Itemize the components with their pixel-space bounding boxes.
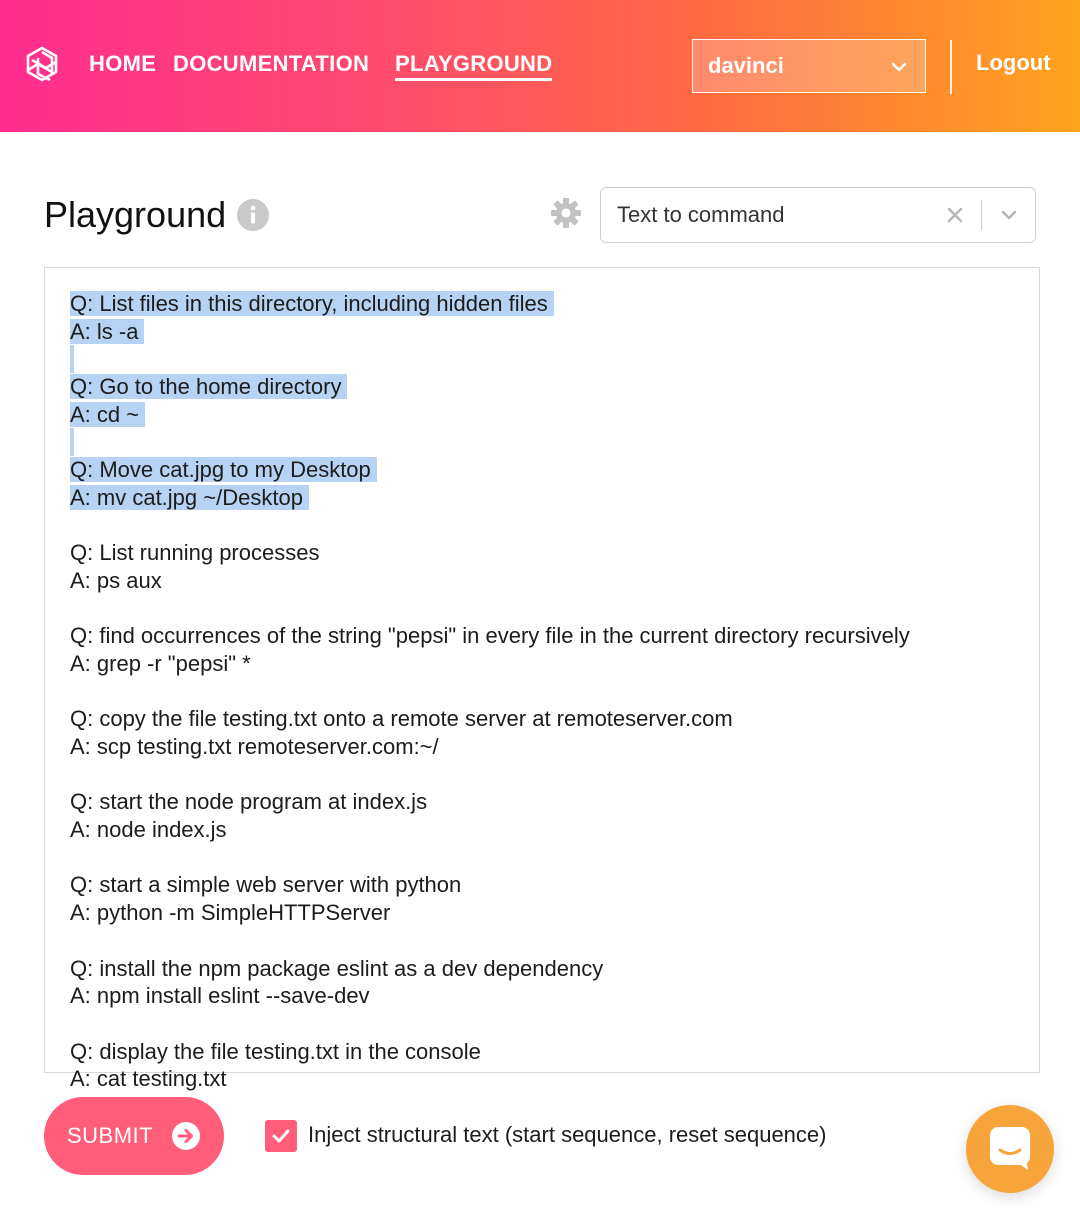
prompt-line — [70, 955, 1029, 983]
submit-button[interactable] — [44, 1097, 224, 1175]
prompt-line — [70, 899, 1029, 927]
prompt-line-text: Q: install the npm package eslint as a dev dependency — [70, 955, 604, 981]
prompt-line-text: A: grep -r "pepsi" * — [70, 650, 251, 676]
checkmark-icon — [271, 1126, 291, 1146]
prompt-blank-line — [70, 678, 1029, 706]
engine-select-value: davinci — [708, 53, 784, 78]
prompt-line — [70, 982, 1029, 1010]
prompt-line — [70, 456, 1029, 484]
prompt-line-text — [70, 845, 76, 870]
nav-playground-link[interactable]: PLAYGROUND — [395, 51, 552, 81]
prompt-line — [70, 1065, 1029, 1093]
engine-select[interactable] — [692, 39, 926, 93]
prompt-line — [70, 650, 1029, 678]
prompt-line — [70, 290, 1029, 318]
prompt-line-text — [70, 928, 76, 953]
prompt-line-text: Q: List files in this directory, including hidden files — [70, 291, 554, 316]
prompt-line — [70, 622, 1029, 650]
prompt-line-text: A: ps aux — [70, 567, 162, 593]
inject-structural-text-label: Inject structural text (start sequence, reset sequence) — [308, 1122, 827, 1147]
chat-icon — [988, 1125, 1032, 1171]
chevron-down-icon[interactable] — [998, 204, 1020, 226]
header-divider — [950, 40, 952, 94]
prompt-line-text: Q: Go to the home directory — [70, 374, 347, 399]
preset-select-value: Text to command — [617, 202, 785, 227]
prompt-blank-line — [70, 345, 1029, 373]
prompt-line — [70, 788, 1029, 816]
prompt-line — [70, 567, 1029, 595]
prompt-line-text: Q: start the node program at index.js — [70, 789, 428, 815]
prompt-blank-line — [70, 512, 1029, 540]
prompt-line-text: Q: display the file testing.txt in the console — [70, 1038, 481, 1064]
prompt-blank-line — [70, 844, 1029, 872]
prompt-line — [70, 705, 1029, 733]
prompt-blank-line — [70, 1010, 1029, 1038]
prompt-line-text — [70, 345, 74, 373]
prompt-line-text: Q: find occurrences of the string "pepsi" in every file in the current directory recursively — [70, 623, 910, 649]
prompt-line-text — [70, 513, 76, 538]
prompt-line-text: A: mv cat.jpg ~/Desktop — [70, 485, 309, 510]
prompt-line — [70, 733, 1029, 761]
prompt-line — [70, 373, 1029, 401]
prompt-line-text: A: scp testing.txt remoteserver.com:~/ — [70, 734, 439, 759]
clear-icon[interactable] — [944, 204, 966, 226]
prompt-line — [70, 539, 1029, 567]
openai-logo-icon[interactable] — [20, 44, 64, 88]
chevron-down-icon — [889, 57, 909, 77]
prompt-line-text: Q: Move cat.jpg to my Desktop — [70, 457, 377, 482]
prompt-line — [70, 484, 1029, 512]
logout-link[interactable]: Logout — [976, 50, 1051, 75]
page-title: Playground — [44, 194, 227, 235]
inject-structural-text-checkbox[interactable] — [265, 1120, 297, 1152]
prompt-line-text — [70, 596, 76, 621]
prompt-line-text: A: node index.js — [70, 817, 227, 843]
prompt-line-text — [70, 679, 76, 704]
top-navigation-bar — [0, 0, 1080, 132]
prompt-line — [70, 871, 1029, 899]
prompt-line — [70, 1038, 1029, 1066]
prompt-line-text: A: ls -a — [70, 319, 144, 344]
prompt-textarea[interactable] — [44, 267, 1040, 1092]
prompt-text — [70, 290, 1029, 1093]
prompt-line-text: Q: start a simple web server with python — [70, 872, 462, 898]
prompt-blank-line — [70, 428, 1029, 456]
info-icon[interactable] — [236, 198, 270, 232]
preset-select[interactable] — [600, 187, 1036, 243]
prompt-line — [70, 816, 1029, 844]
prompt-line-text — [70, 428, 74, 456]
nav-documentation-link[interactable]: DOCUMENTATION — [173, 51, 370, 76]
prompt-blank-line — [70, 927, 1029, 955]
prompt-line-text: Q: copy the file testing.txt onto a remote server at remoteserver.com — [70, 706, 733, 732]
select-divider — [981, 200, 982, 230]
prompt-line-text: Q: List running processes — [70, 540, 320, 566]
prompt-line-text: A: npm install eslint --save-dev — [70, 983, 370, 1009]
prompt-line — [70, 401, 1029, 429]
gear-icon[interactable] — [549, 196, 583, 230]
prompt-line — [70, 318, 1029, 346]
prompt-line-text: A: cat testing.txt — [70, 1066, 227, 1092]
prompt-line-text: A: cd ~ — [70, 402, 145, 427]
chat-launcher-button[interactable] — [966, 1105, 1054, 1193]
submit-button-label: SUBMIT — [67, 1123, 154, 1148]
arrow-right-circle-icon — [171, 1121, 201, 1151]
prompt-line-text: A: python -m SimpleHTTPServer — [70, 900, 391, 926]
prompt-blank-line — [70, 761, 1029, 789]
prompt-line-text — [70, 762, 76, 787]
prompt-blank-line — [70, 595, 1029, 623]
nav-home-link[interactable]: HOME — [89, 51, 157, 76]
prompt-line-text — [70, 1011, 76, 1036]
